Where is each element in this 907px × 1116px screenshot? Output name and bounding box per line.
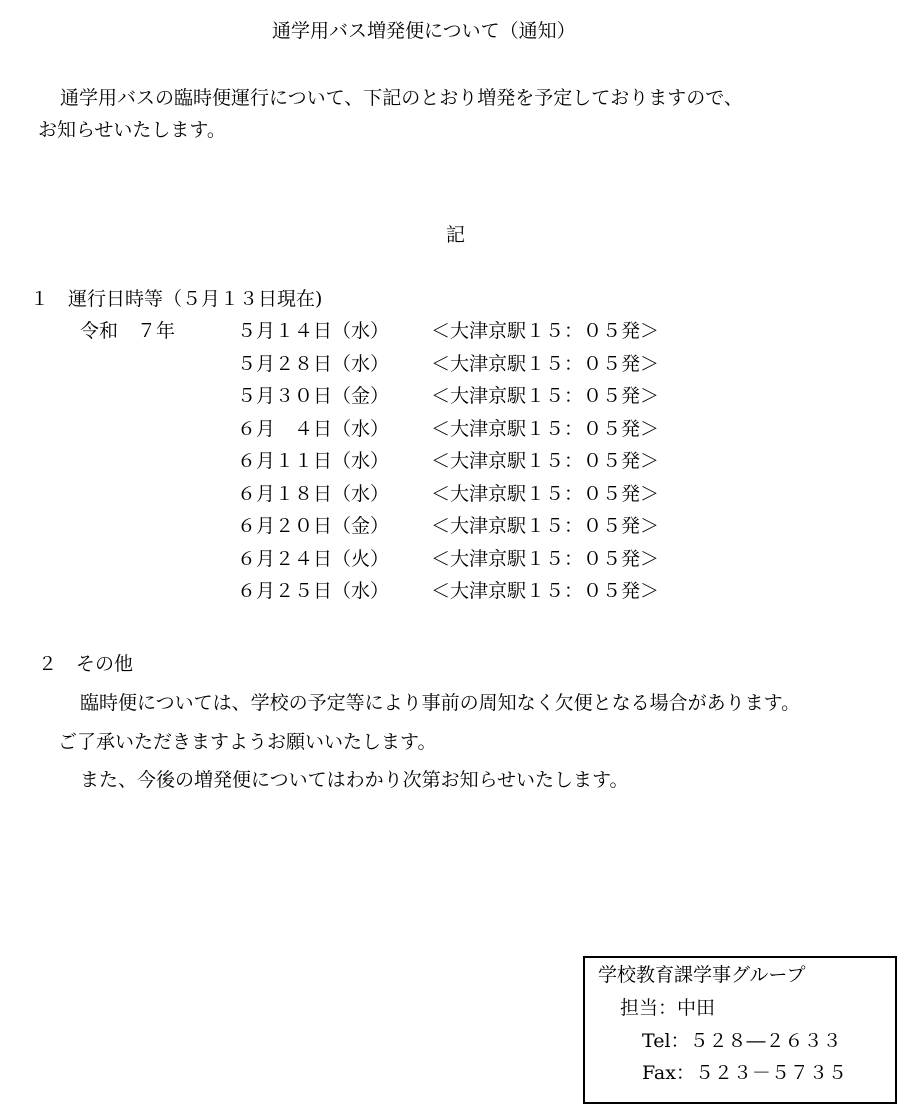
schedule-departure: ＜大津京駅１５：０５発＞	[431, 450, 660, 472]
era-year: 令和 ７年	[80, 320, 176, 342]
section-2-heading: ２ その他	[38, 653, 134, 675]
schedule-departure: ＜大津京駅１５：０５発＞	[431, 548, 660, 570]
contact-tel: Tel：５２８―２６３３	[642, 1030, 842, 1052]
section-2-paragraph-1: 臨時便については、学校の予定等により事前の周知なく欠便となる場合があります。	[80, 692, 801, 714]
schedule-date: ６月 ４日（水）	[237, 418, 390, 440]
schedule-date: ５月３０日（金）	[237, 385, 390, 407]
schedule-date: ６月２０日（金）	[237, 515, 390, 537]
contact-department: 学校教育課学事グループ	[598, 964, 806, 986]
schedule-date: ６月１８日（水）	[237, 483, 390, 505]
schedule-departure: ＜大津京駅１５：０５発＞	[431, 580, 660, 602]
intro-line-2: お知らせいたします。	[38, 119, 226, 141]
schedule-departure: ＜大津京駅１５：０５発＞	[431, 385, 660, 407]
section-2-paragraph-2: ご了承いただきますようお願いいたします。	[58, 731, 437, 753]
schedule-date: ５月２８日（水）	[237, 353, 390, 375]
schedule-departure: ＜大津京駅１５：０５発＞	[431, 515, 660, 537]
section-1-heading: １ 運行日時等（５月１３日現在)	[30, 288, 323, 310]
schedule-date: ６月２４日（火）	[237, 548, 390, 570]
schedule-departure: ＜大津京駅１５：０５発＞	[431, 483, 660, 505]
document-title: 通学用バス増発便について（通知）	[272, 20, 576, 42]
section-2-paragraph-3: また、今後の増発便についてはわかり次第お知らせいたします。	[80, 769, 629, 791]
schedule-departure: ＜大津京駅１５：０５発＞	[431, 353, 660, 375]
schedule-departure: ＜大津京駅１５：０５発＞	[431, 418, 660, 440]
schedule-date: ６月１１日（水）	[237, 450, 390, 472]
schedule-date: ５月１４日（水）	[237, 320, 390, 342]
contact-fax: Fax：５２３－５７３５	[642, 1062, 847, 1084]
schedule-departure: ＜大津京駅１５：０５発＞	[431, 320, 660, 342]
intro-line-1: 通学用バスの臨時便運行について、下記のとおり増発を予定しておりますので、	[60, 87, 743, 109]
schedule-date: ６月２５日（水）	[237, 580, 390, 602]
contact-person: 担当：中田	[620, 997, 716, 1019]
ki-heading: 記	[446, 224, 466, 246]
contact-box	[583, 956, 897, 1104]
